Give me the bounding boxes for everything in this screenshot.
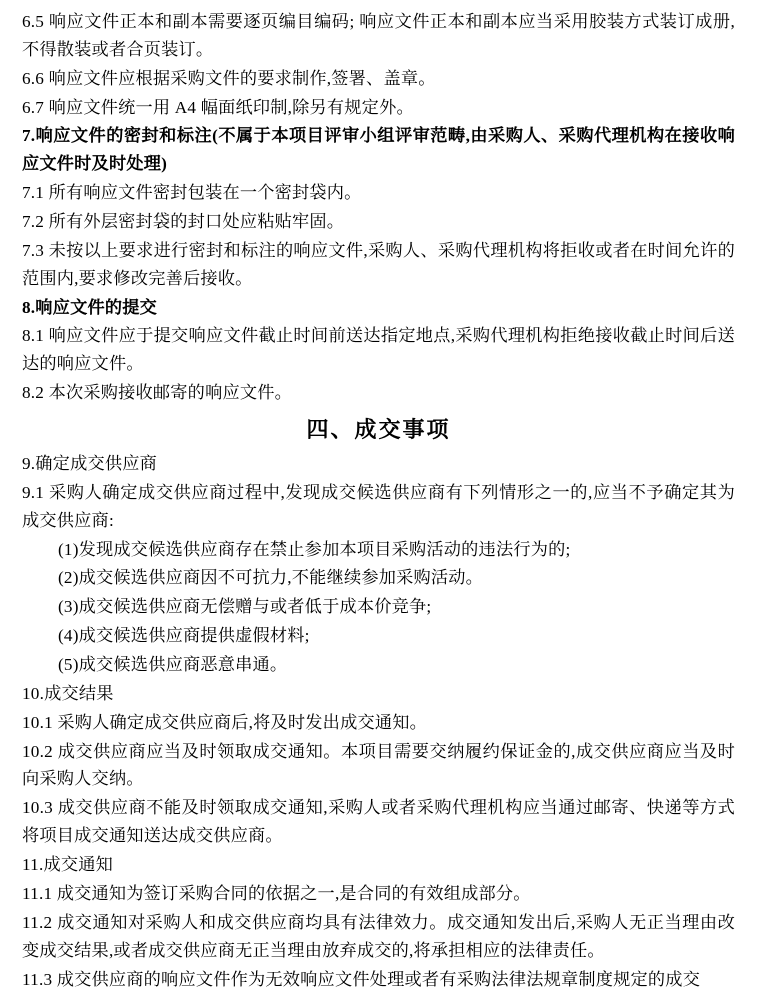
list-item-2: (2)成交候选供应商因不可抗力,不能继续参加采购活动。 [22, 564, 735, 592]
paragraph-10: 10.成交结果 [22, 680, 735, 708]
paragraph-10-3: 10.3 成交供应商不能及时领取成交通知,采购人或者采购代理机构应当通过邮寄、快递等方式将项目成交通知送达成交供应商。 [22, 794, 735, 850]
paragraph-8-1: 8.1 响应文件应于提交响应文件截止时间前送达指定地点,采购代理机构拒绝接收截止时间后送达的响应文件。 [22, 322, 735, 378]
paragraph-6-7: 6.7 响应文件统一用 A4 幅面纸印制,除另有规定外。 [22, 94, 735, 122]
list-item-4: (4)成交候选供应商提供虚假材料; [22, 622, 735, 650]
paragraph-9: 9.确定成交供应商 [22, 450, 735, 478]
paragraph-7-3: 7.3 未按以上要求进行密封和标注的响应文件,采购人、采购代理机构将拒收或者在时间允许的范围内,要求修改完善后接收。 [22, 237, 735, 293]
paragraph-10-1: 10.1 采购人确定成交供应商后,将及时发出成交通知。 [22, 709, 735, 737]
paragraph-11-2: 11.2 成交通知对采购人和成交供应商均具有法律效力。成交通知发出后,采购人无正当理由改变成交结果,或者成交供应商无正当理由放弃成交的,将承担相应的法律责任。 [22, 909, 735, 965]
list-item-3: (3)成交候选供应商无偿赠与或者低于成本价竞争; [22, 593, 735, 621]
paragraph-8-2: 8.2 本次采购接收邮寄的响应文件。 [22, 379, 735, 407]
list-item-5: (5)成交候选供应商恶意串通。 [22, 651, 735, 679]
paragraph-9-1: 9.1 采购人确定成交供应商过程中,发现成交候选供应商有下列情形之一的,应当不予确定其为成交供应商: [22, 479, 735, 535]
paragraph-7-1: 7.1 所有响应文件密封包装在一个密封袋内。 [22, 179, 735, 207]
paragraph-7-2: 7.2 所有外层密封袋的封口处应粘贴牢固。 [22, 208, 735, 236]
paragraph-11: 11.成交通知 [22, 851, 735, 879]
paragraph-6-5: 6.5 响应文件正本和副本需要逐页编目编码; 响应文件正本和副本应当采用胶装方式装订成册,不得散装或者合页装订。 [22, 8, 735, 64]
list-item-1: (1)发现成交候选供应商存在禁止参加本项目采购活动的违法行为的; [22, 536, 735, 564]
chapter-heading-four: 四、成交事项 [22, 413, 735, 444]
paragraph-6-6: 6.6 响应文件应根据采购文件的要求制作,签署、盖章。 [22, 65, 735, 93]
paragraph-11-1: 11.1 成交通知为签订采购合同的依据之一,是合同的有效组成部分。 [22, 880, 735, 908]
section-heading-7: 7.响应文件的密封和标注(不属于本项目评审小组评审范畴,由采购人、采购代理机构在接收响应文件时及时处理) [22, 122, 735, 178]
section-heading-8: 8.响应文件的提交 [22, 294, 735, 322]
paragraph-10-2: 10.2 成交供应商应当及时领取成交通知。本项目需要交纳履约保证金的,成交供应商应当及时向采购人交纳。 [22, 738, 735, 794]
paragraph-11-3: 11.3 成交供应商的响应文件作为无效响应文件处理或者有采购法律法规章制度规定的成交 [22, 966, 735, 993]
